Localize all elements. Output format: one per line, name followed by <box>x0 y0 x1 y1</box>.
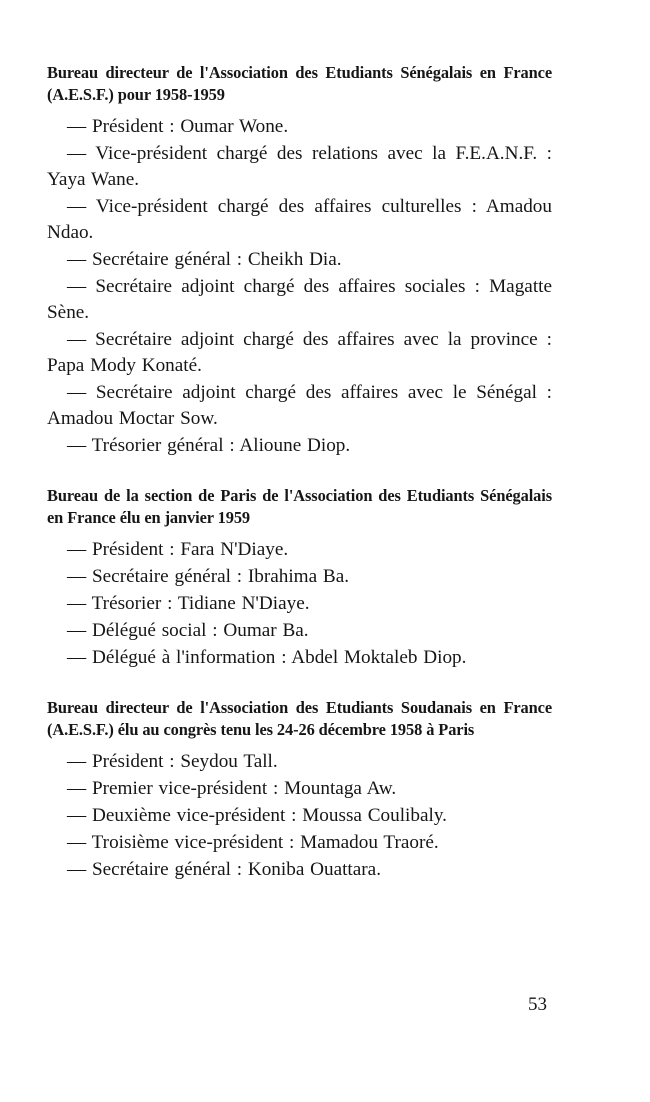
section-paris <box>47 485 552 671</box>
list-item: — Vice-président chargé des relations avec la F.E.A.N.F. : Yaya Wane. <box>47 143 552 190</box>
list-item: — Président : Seydou Tall. <box>67 751 278 772</box>
list-item: — Délégué social : Oumar Ba. <box>67 620 309 641</box>
list-item: — Trésorier général : Alioune Diop. <box>67 435 351 456</box>
page-content <box>47 62 552 884</box>
section-aesf-soudan <box>47 697 552 883</box>
list-item: — Vice-président chargé des affaires culturelles : Amadou Ndao. <box>47 196 552 243</box>
list-item: — Secrétaire général : Koniba Ouattara. <box>67 859 381 880</box>
member-list <box>47 114 552 459</box>
list-item: — Secrétaire adjoint chargé des affaires avec le Sénégal : Amadou Moctar Sow. <box>47 382 552 429</box>
list-item: — Secrétaire adjoint chargé des affaires sociales : Magatte Sène. <box>47 276 552 323</box>
list-item: — Troisième vice-président : Mamadou Traoré. <box>67 832 439 853</box>
section-heading: Bureau directeur de l'Association des Etudiants Soudanais en France (A.E.S.F.) élu au congrès tenu les 24-26 décembre 1958 à Paris <box>47 698 552 739</box>
page-number: 53 <box>528 994 547 1015</box>
list-item: — Secrétaire général : Ibrahima Ba. <box>67 566 350 587</box>
list-item: — Secrétaire général : Cheikh Dia. <box>67 249 342 270</box>
list-item: — Trésorier : Tidiane N'Diaye. <box>67 593 310 614</box>
member-list <box>47 537 552 671</box>
list-item: — Délégué à l'information : Abdel Moktaleb Diop. <box>67 647 467 668</box>
section-heading: Bureau de la section de Paris de l'Association des Etudiants Sénégalais en France élu en janvier 1959 <box>47 486 552 527</box>
list-item: — Président : Oumar Wone. <box>67 116 289 137</box>
list-item: — Premier vice-président : Mountaga Aw. <box>67 778 397 799</box>
list-item: — Président : Fara N'Diaye. <box>67 539 289 560</box>
member-list <box>47 749 552 883</box>
section-heading: Bureau directeur de l'Association des Etudiants Sénégalais en France (A.E.S.F.) pour 1958-1959 <box>47 63 552 104</box>
list-item: — Secrétaire adjoint chargé des affaires avec la province : Papa Mody Konaté. <box>47 329 552 376</box>
list-item: — Deuxième vice-président : Moussa Coulibaly. <box>67 805 447 826</box>
section-aesf-senegal <box>47 62 552 459</box>
